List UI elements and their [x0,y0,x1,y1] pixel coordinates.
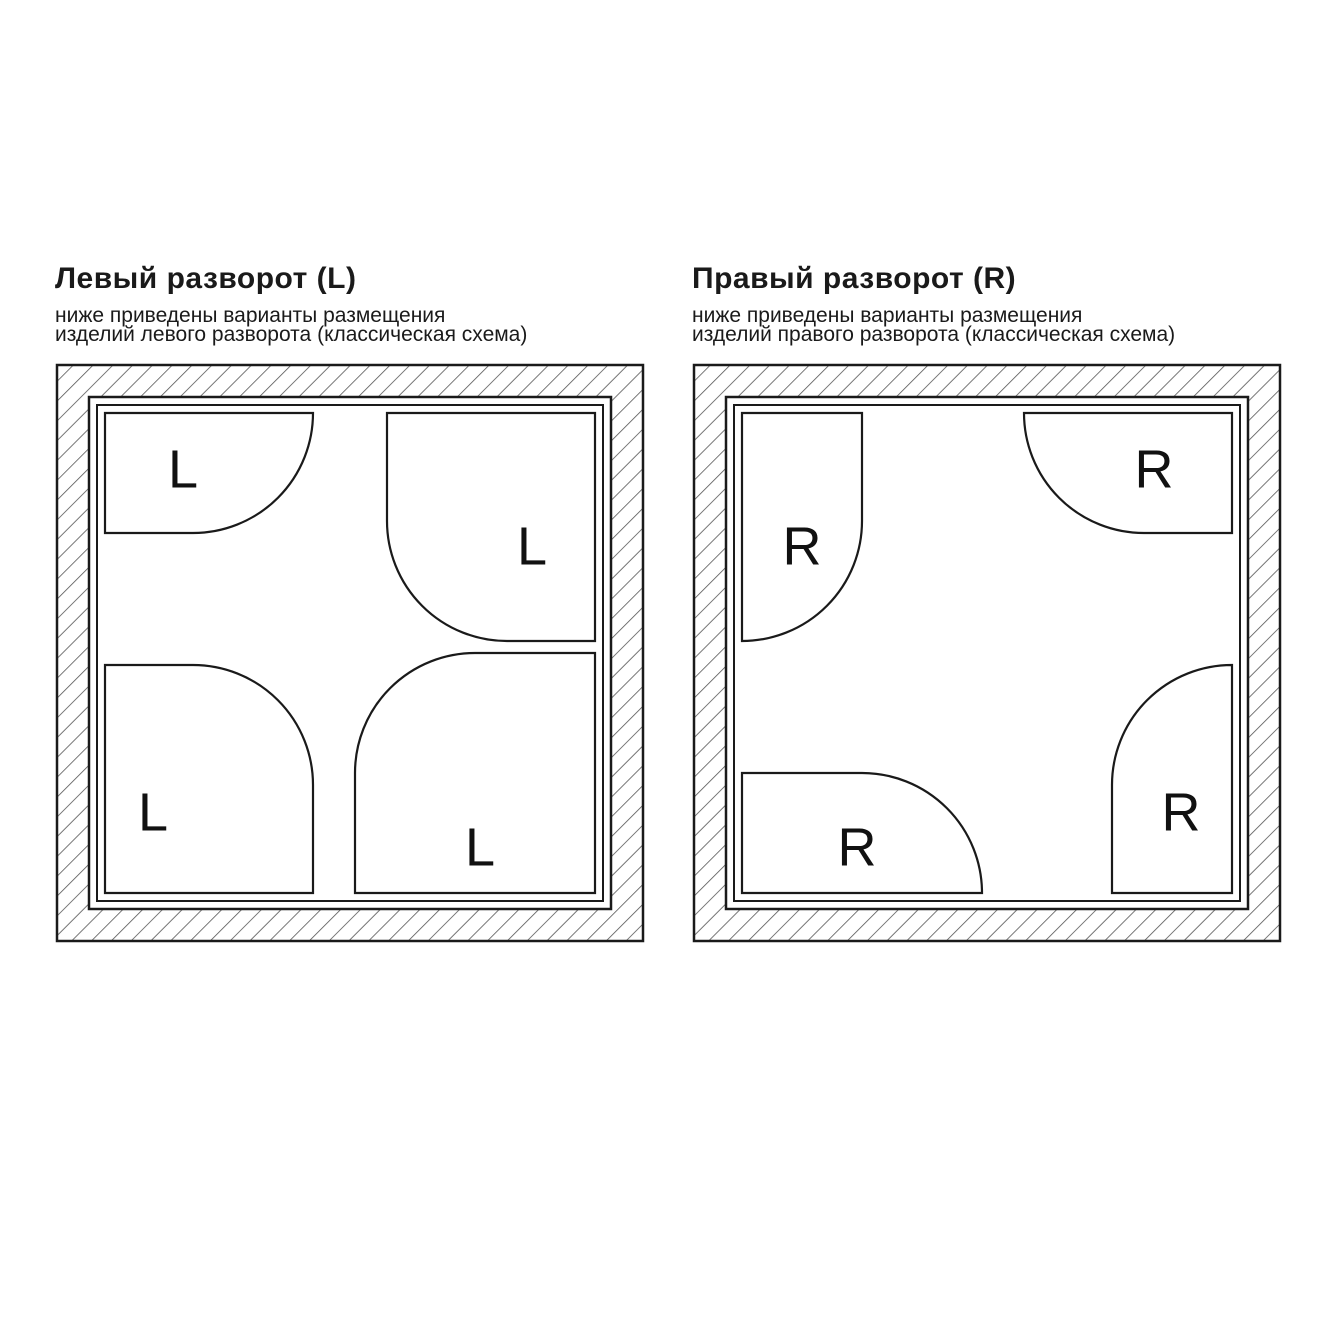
tray-label-bottom-left: L [137,782,169,843]
room-diagram-left [55,363,645,943]
panel-subtitle-line1: ниже приведены варианты размещения [692,304,1083,327]
panel-title: Правый разворот (R) [692,262,1017,295]
panel-left-hand [55,262,645,943]
tray-label-bottom-right: L [464,817,496,878]
tray-label-top-left: L [167,439,199,500]
panel-subtitle-line2: изделий левого разворота (классическая схема) [55,322,528,346]
panel-subtitle-line2: изделий правого разворота (классическая схема) [692,322,1176,346]
room-diagram-right [692,363,1282,943]
tray-label-bottom-left: R [837,817,877,878]
panel-subtitle-line1: ниже приведены варианты размещения [55,304,446,327]
tray-label-top-right: R [1134,439,1174,500]
panel-right-hand [692,262,1282,943]
panel-title: Левый разворот (L) [55,262,357,295]
tray-label-top-right: L [516,516,548,577]
tray-label-top-left: R [782,516,822,577]
tray-label-bottom-right: R [1161,782,1201,843]
